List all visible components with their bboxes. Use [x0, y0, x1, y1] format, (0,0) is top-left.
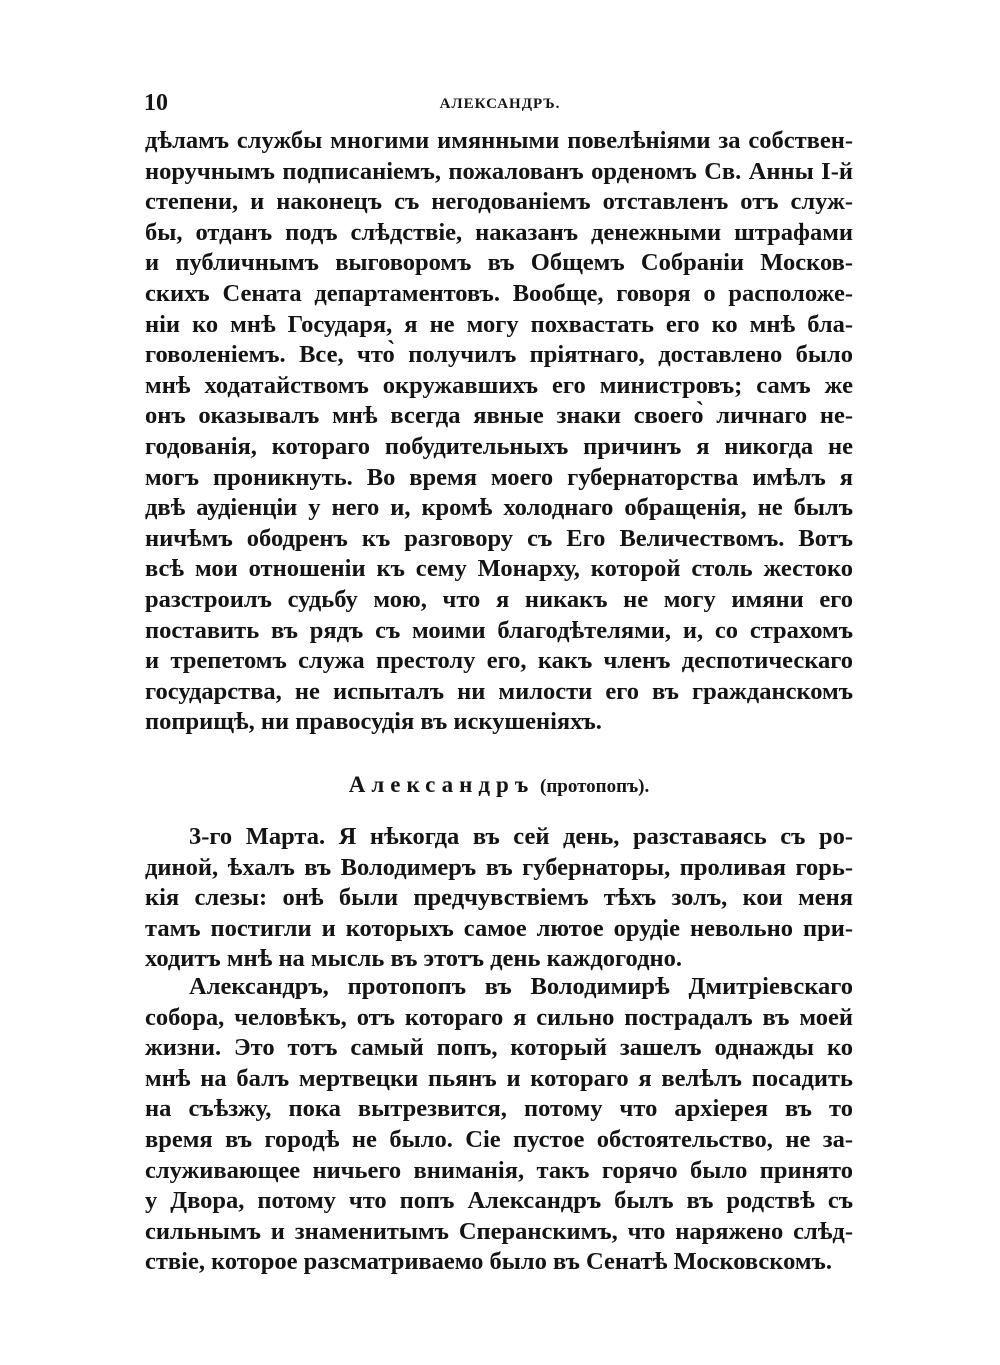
- text-line: жизни. Это тотъ самый попъ, который зашелъ однажды ко: [145, 1034, 853, 1062]
- text-line: ходитъ мнѣ на мысль въ этотъ день каждогодно.: [145, 945, 682, 973]
- paragraph-3: [145, 972, 853, 1278]
- text-line: и трепетомъ служа престолу его, какъ членъ деспотическаго: [145, 647, 853, 675]
- text-line: онъ оказывалъ мнѣ всегда явные знаки своего̀ личнаго не-: [145, 402, 853, 430]
- text-line: диной, ѣхалъ въ Володимеръ въ губернаторы, проливая горь-: [145, 853, 853, 881]
- page-number: 10: [144, 90, 168, 116]
- section-title: Александръ: [348, 772, 535, 797]
- text-line: сильнымъ и знаменитымъ Сперанскимъ, что наряжено слѣд-: [145, 1217, 853, 1245]
- text-line: говоленіемъ. Все, что̀ получилъ пріятнаго, доставлено было: [145, 341, 853, 369]
- text-line: степени, и наконецъ съ негодованіемъ отставленъ отъ служ-: [145, 188, 853, 216]
- text-line: ствіе, которое разсматриваемо было въ Сенатѣ Московскомъ.: [145, 1248, 832, 1276]
- text-line: и публичнымъ выговоромъ въ Общемъ Собраніи Москов-: [145, 249, 853, 277]
- running-head: АЛЕКСАНДРЪ.: [439, 96, 561, 112]
- text-line: мнѣ ходатайствомъ окружавшихъ его министровъ; самъ же: [145, 371, 853, 399]
- text-line: кія слезы: онѣ были предчувствіемъ тѣхъ золъ, кои меня: [145, 884, 853, 912]
- text-line: бы, отданъ подъ слѣдствіе, наказанъ денежными штрафами: [145, 218, 853, 246]
- section-subtitle: (протопопъ).: [540, 776, 650, 797]
- text-line: ніи ко мнѣ Государя, я не могу похвастать его ко мнѣ бла-: [145, 310, 853, 338]
- text-line: тамъ постигли и которыхъ самое лютое орудіе невольно при-: [145, 914, 853, 942]
- text-line: 3-го Марта. Я нѣкогда въ сей день, разставаясь съ ро-: [189, 823, 853, 850]
- paragraph-1: [145, 126, 853, 738]
- text-line: государства, не испыталъ ни милости его въ гражданскомъ: [145, 677, 853, 705]
- text-line: время въ городѣ не было. Сіе пустое обстоятельство, не за-: [145, 1125, 853, 1153]
- section-heading: [145, 770, 853, 802]
- text-line: норучнымъ подписаніемъ, пожалованъ орденомъ Св. Анны І-й: [145, 157, 853, 185]
- text-line: годованія, котораго побудительныхъ причинъ я никогда не: [145, 432, 853, 460]
- text-line: мнѣ на балъ мертвецки пьянъ и котораго я велѣлъ посадить: [145, 1064, 853, 1092]
- text-line: скихъ Сената департаментовъ. Вообще, говоря о расположе-: [145, 279, 853, 307]
- text-line: на съѣзжу, пока вытрезвится, потому что архіерея въ то: [145, 1095, 853, 1123]
- text-line: всѣ мои отношеніи къ сему Монарху, которой столь жестоко: [145, 555, 853, 583]
- text-line: поставить въ рядъ съ моими благодѣтелями, и, со страхомъ: [145, 616, 853, 644]
- text-line: двѣ аудіенціи у него и, кромѣ холоднаго обращенія, не былъ: [145, 494, 853, 522]
- text-line: могъ проникнуть. Во время моего губернаторства имѣлъ я: [145, 463, 853, 491]
- text-line: дѣламъ службы многими имянными повелѣніями за собствен-: [145, 127, 853, 154]
- text-line: служивающее ничьего вниманія, такъ горячо было принято: [145, 1156, 853, 1184]
- paragraph-2: [145, 822, 853, 975]
- text-line: собора, человѣкъ, отъ котораго я сильно пострадалъ въ моей: [145, 1003, 853, 1031]
- text-line: у Двора, потому что попъ Александръ былъ въ родствѣ съ: [145, 1187, 853, 1215]
- text-line: Александръ, протопопъ въ Володимирѣ Дмитріевскаго: [189, 973, 853, 1000]
- text-line: поприщѣ, ни правосудія въ искушеніяхъ.: [145, 708, 602, 736]
- text-line: разстроилъ судьбу мою, что я никакъ не могу имяни его: [145, 585, 853, 613]
- text-line: ничѣмъ ободренъ къ разговору съ Его Величествомъ. Вотъ: [145, 524, 853, 552]
